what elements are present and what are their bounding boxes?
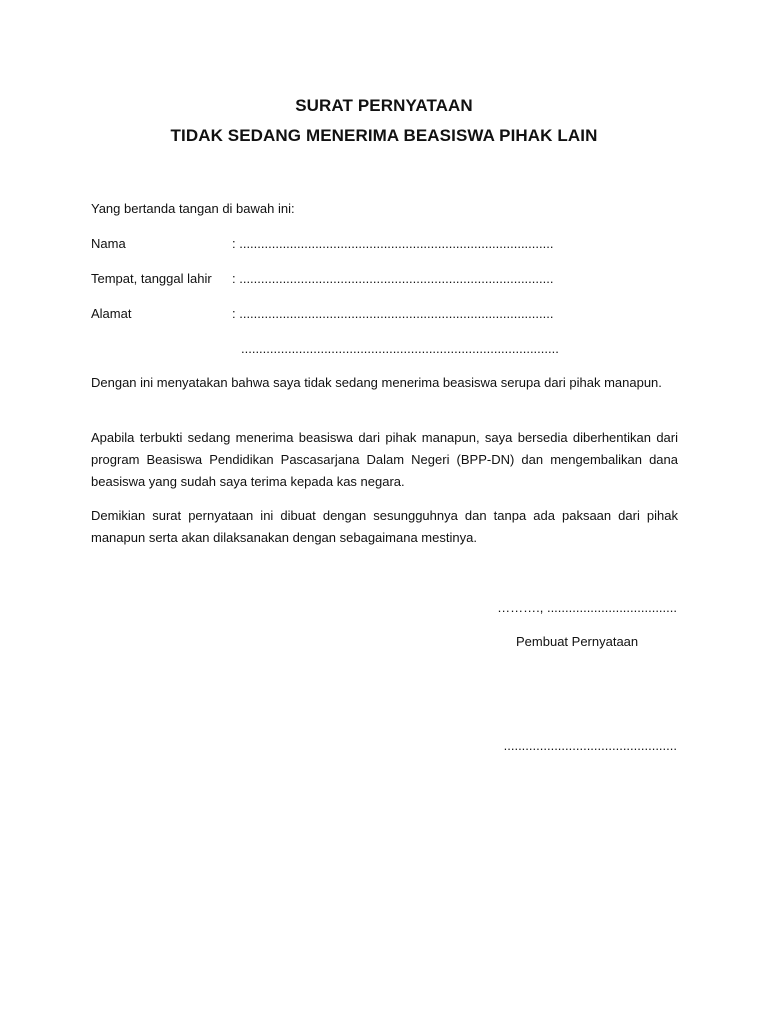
field-label-alamat: Alamat [91, 306, 132, 321]
document-title: SURAT PERNYATAAN [295, 96, 473, 115]
signature-name-line: ................................................ [503, 738, 677, 753]
intro-text: Yang bertanda tangan di bawah ini: [91, 201, 295, 216]
paragraph-statement: Dengan ini menyatakan bahwa saya tidak sedang menerima beasiswa serupa dari pihak manapun. [91, 375, 662, 390]
paragraph-consequence: Apabila terbukti sedang menerima beasiswa dari pihak manapun, saya bersedia diberhentikan dari program Beasiswa Pendidikan Pascasarjana Dalam Negeri (BPP-DN) dan mengembalikan dana beasiswa yang sudah saya terima kepada kas negara. [91, 430, 678, 489]
field-value-nama: : ....................................................................................... [232, 236, 554, 251]
document-subtitle: TIDAK SEDANG MENERIMA BEASISWA PIHAK LAIN [170, 126, 598, 145]
signature-role: Pembuat Pernyataan [516, 634, 639, 649]
paragraph-closing: Demikian surat pernyataan ini dibuat dengan sesungguhnya dan tanpa ada paksaan dari pihak manapun serta akan dilaksanakan dengan sebagaimana mestinya. [91, 508, 678, 545]
field-label-tempat-tanggal-lahir: Tempat, tanggal lahir [91, 271, 212, 286]
signature-place-date: ………., .................................... [497, 600, 677, 615]
field-label-nama: Nama [91, 236, 126, 251]
field-value-alamat: : ....................................................................................... [232, 306, 554, 321]
field-value-tempat-tanggal-lahir: : ....................................................................................... [232, 271, 554, 286]
field-value-alamat-continuation: ........................................................................................ [241, 341, 559, 356]
